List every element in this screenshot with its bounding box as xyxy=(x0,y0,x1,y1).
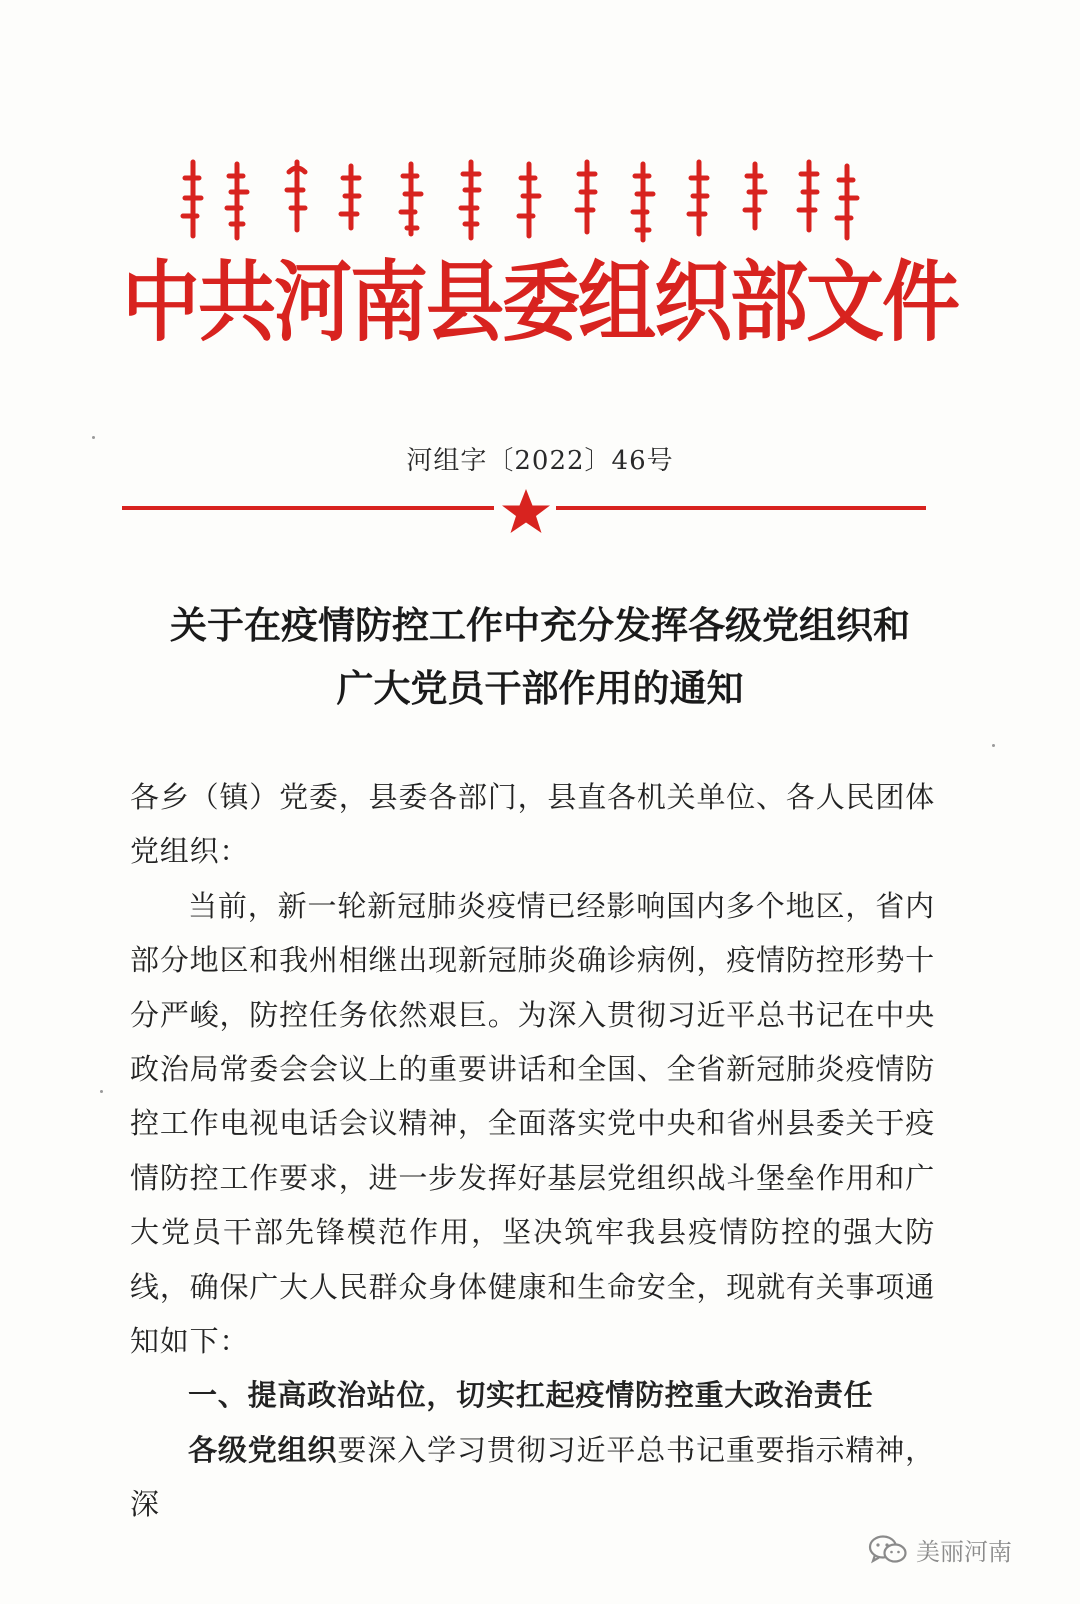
scan-speck xyxy=(992,744,995,747)
notice-title xyxy=(100,594,980,720)
section-1-text: 要深入学习贯彻习近平总书记重要指示精神，深 xyxy=(130,1432,935,1522)
notice-title-line1: 关于在疫情防控工作中充分发挥各级党组织和 xyxy=(170,604,910,647)
account-watermark xyxy=(868,1532,1012,1567)
red-star-icon xyxy=(500,488,552,534)
section-1-paragraph xyxy=(130,1423,935,1532)
watermark-label: 美丽河南 xyxy=(916,1538,1012,1566)
masthead-title: 中共河南县委组织部文件 xyxy=(121,253,958,354)
body-paragraph-1: 当前，新一轮新冠肺炎疫情已经影响国内多个地区，省内部分地区和我州相继出现新冠肺炎确诊病例，疫情防控形势十分严峻，防控任务依然艰巨。为深入贯彻习近平总书记在中央政治局常委会会议上的重要讲话和全国、全省新冠肺炎疫情防控工作电视电话会议精神，全面落实党中央和省州县委关于疫情防控工作要求，进一步发挥好基层党组织战斗堡垒作用和广大党员干部先锋模范作用，坚决筑牢我县疫情防控的强大防线，确保广大人民群众身体健康和生命安全，现就有关事项通知如下： xyxy=(130,888,935,1359)
scan-speck xyxy=(92,436,95,439)
notice-title-line2: 广大党员干部作用的通知 xyxy=(336,667,744,710)
mongolian-script-header xyxy=(175,158,865,244)
section-1-heading: 一、提高政治站位，切实扛起疫情防控重大政治责任 xyxy=(188,1378,874,1413)
red-divider-left xyxy=(122,506,494,510)
scan-speck xyxy=(100,1090,103,1093)
red-divider-right xyxy=(556,506,926,510)
document-body xyxy=(130,770,935,1532)
section-1-lead: 各级党组织 xyxy=(188,1432,338,1467)
salutation: 各乡（镇）党委，县委各部门，县直各机关单位、各人民团体党组织： xyxy=(130,780,935,869)
wechat-icon xyxy=(868,1534,908,1566)
document-number: 河组字〔2022〕46号 xyxy=(406,446,674,476)
